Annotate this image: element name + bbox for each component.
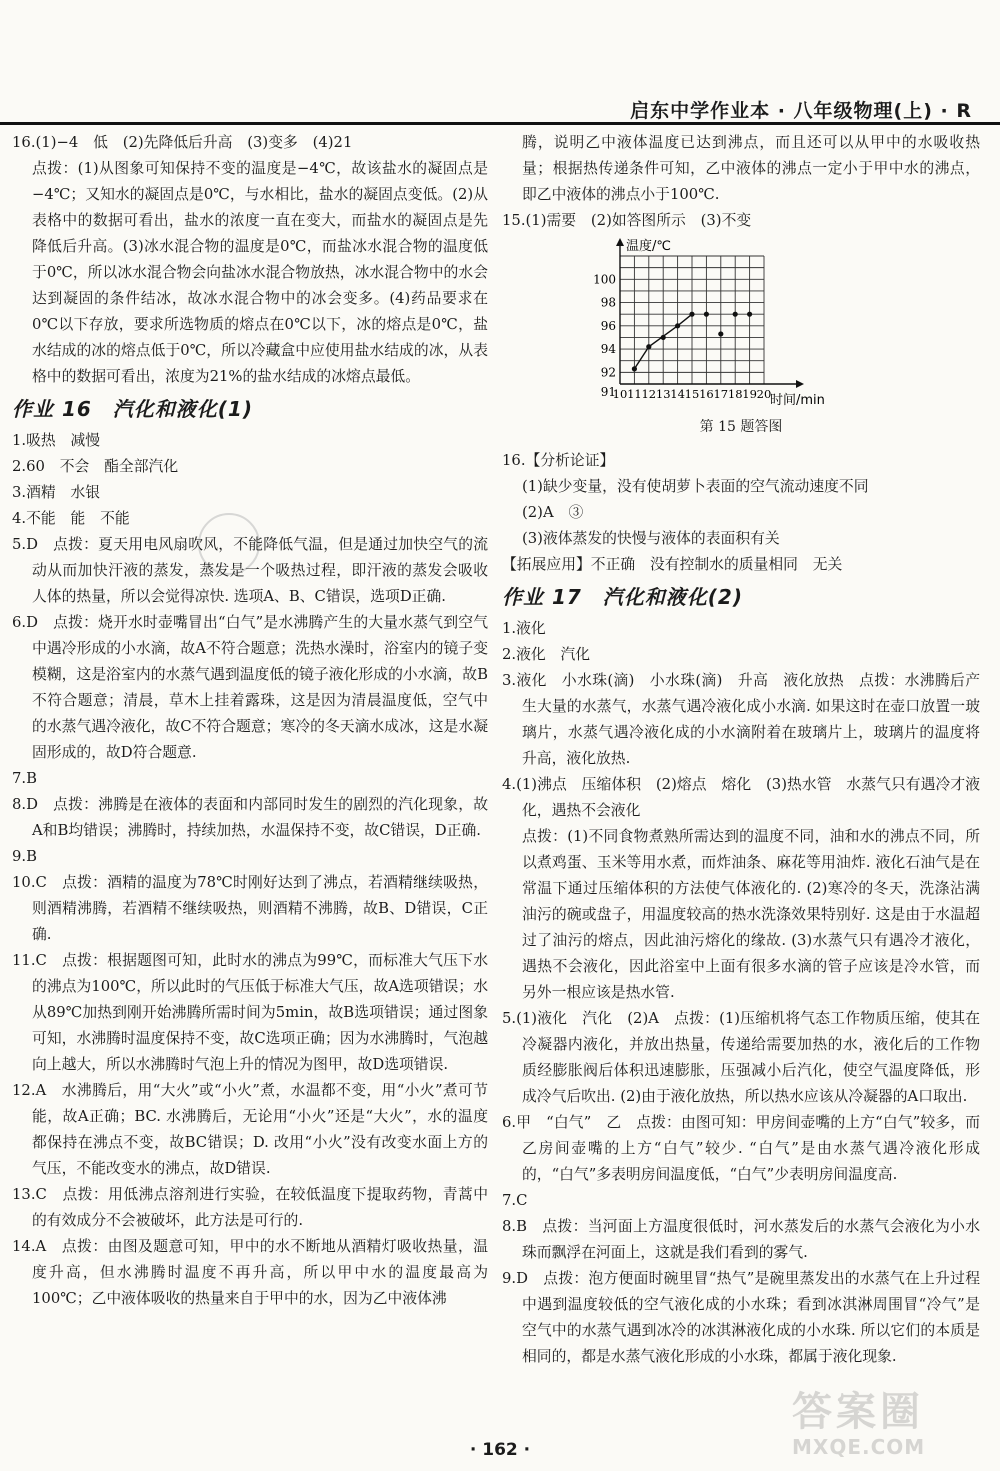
answer-paragraph: 3.酒精 水银 (12, 484, 101, 501)
x-tick-label: 13 (655, 387, 671, 401)
temperature-time-chart (502, 234, 980, 412)
answer-paragraph: 13.C 点拨：用低沸点溶剂进行实验，在较低温度下提取药物，青蒿中的有效成分不会被破坏，此方法是可行的. (12, 1186, 488, 1229)
watermark-url: MXQE.COM (792, 1435, 926, 1459)
x-axis-title: 时间/min (770, 393, 825, 408)
answer-paragraph: 7.B (12, 770, 37, 787)
header-rule (0, 122, 1000, 125)
data-point (718, 331, 723, 336)
answer-paragraph: 6.D 点拨：烧开水时壶嘴冒出“白气”是水沸腾产生的大量水蒸气到空气中遇冷形成的小水滴，故A不符合题意；洗热水澡时，浴室内的镜子变模糊，这是浴室内的水蒸气遇到温度低的镜子液化形成的小水滴，故B不符合题意；清晨，草木上挂着露珠，这是因为清晨温度低，空气中的水蒸气遇冷液化，故C不符合题意；寒冷的冬天滴水成冰，这是水凝固形成的，故D符合题意. (12, 614, 488, 761)
answer-paragraph: 【拓展应用】不正确 没有控制水的质量相同 无关 (502, 556, 843, 573)
right-bottom-text (502, 448, 980, 1370)
answer-paragraph: 8.D 点拨：沸腾是在液体的表面和内部同时发生的剧烈的汽化现象，故A和B均错误；沸腾时，持续加热，水温保持不变，故C错误，D正确. (12, 796, 488, 839)
answer-paragraph: 10.C 点拨：酒精的温度为78℃时刚好达到了沸点，若酒精继续吸热，则酒精沸腾，若酒精不继续吸热，则酒精不沸腾，故B、D错误，C正确. (12, 874, 488, 943)
left-column (12, 130, 488, 1312)
x-tick-label: 19 (742, 387, 757, 401)
y-tick-label: 98 (600, 295, 616, 310)
data-point (704, 312, 709, 317)
answer-paragraph: 14.A 点拨：由图及题意可知，甲中的水不断地从酒精灯吸收热量，温度升高，但水沸腾时温度不再升高，所以甲中水的温度最高为100℃；乙中液体吸收的热量来自于甲中的水，因为乙中液体沸 (12, 1238, 488, 1307)
section-heading: 作业 16 汽化和液化(1) (12, 397, 253, 421)
x-tick-label: 18 (727, 387, 743, 401)
answer-paragraph: 7.C (502, 1192, 528, 1209)
right-top-text (502, 130, 980, 234)
x-tick-label: 20 (756, 387, 772, 401)
answer-paragraph: 5.(1)液化 汽化 (2)A 点拨：(1)压缩机将气态工作物质压缩，使其在冷凝器内液化，并放出热量，传递给需要加热的水，液化后的工作物质经膨胀阀后体积迅速膨胀，压强减小后汽化，使空气温度降低，形成冷气后吹出. (2)由于液化放热，所以热水应该从冷凝器的A口取出. (502, 1010, 980, 1105)
data-point (646, 344, 651, 349)
y-axis-arrow (616, 238, 624, 246)
answer-paragraph: (3)液体蒸发的快慢与液体的表面积有关 (522, 530, 780, 547)
answer-paragraph: (2)A ③ (522, 504, 584, 521)
data-point (747, 312, 752, 317)
watermark-logo-text: 答案圈 (792, 1389, 924, 1435)
answer-paragraph: 8.B 点拨：当河面上方温度很低时，河水蒸发后的水蒸气会液化为小水珠而飘浮在河面上，这就是我们看到的雾气. (502, 1218, 980, 1261)
y-tick-label: 91 (600, 385, 616, 399)
answer-paragraph: 11.C 点拨：根据题图可知，此时水的沸点为99℃，而标准大气压下水的沸点为100℃，所以此时的气压低于标准大气压，故A选项错误；水从89℃加热到刚开始沸腾所需时间为5min，故B选项错误；通过图象可知，水沸腾时温度保持不变，故C选项正确；因为水沸腾时，气泡越向上越大，所以水沸腾时气泡上升的情况为图甲，故D选项错误. (12, 952, 488, 1073)
x-tick-label: 11 (627, 387, 642, 401)
data-point (632, 366, 637, 371)
y-tick-label: 96 (600, 318, 616, 333)
y-tick-label: 100 (593, 272, 616, 287)
page-header (0, 0, 1000, 128)
page-number: · 162 · (469, 1440, 531, 1460)
answer-paragraph: 12.A 水沸腾后，用“大火”或“小火”煮，水温都不变，用“小火”煮可节能，故A正确；BC. 水沸腾后，无论用“小火”还是“大火”，水的温度都保持在沸点不变，故BC错误；D. 改用“小火”没有改变水面上方的气压，不能改变水的沸点，故D错误. (12, 1082, 488, 1177)
answer-paragraph: 9.D 点拨：泡方便面时碗里冒“热气”是碗里蒸发出的水蒸气在上升过程中遇到温度较低的空气液化成的小水珠；看到冰淇淋周围冒“冷气”是空气中的水蒸气遇到冰冷的冰淇淋液化成的小水珠. 所以它们的本质是相同的，都是水蒸气液化形成的小水珠，都属于液化现象. (502, 1270, 980, 1365)
x-tick-label: 17 (713, 387, 729, 401)
answer-paragraph: 3.液化 小水珠(滴) 小水珠(滴) 升高 液化放热 点拨：水沸腾后产生大量的水蒸气，水蒸气遇冷液化成小水滴. 如果这时在壶口放置一玻璃片，水蒸气遇冷液化成的小水滴附着在玻璃片上，玻璃片的温度将升高，液化放热. (502, 672, 980, 767)
right-column (502, 130, 980, 1370)
figure-15 (502, 234, 980, 448)
answer-paragraph: 6.甲 “白气” 乙 点拨：由图可知：甲房间壶嘴的上方“白气”较多，而乙房间壶嘴的上方“白气”较少. “白气”是由水蒸气遇冷液化形成的，“白气”多表明房间温度低，“白气”少表明房间温度高. (502, 1114, 980, 1183)
answer-paragraph: 腾，说明乙中液体温度已达到沸点，而且还可以从甲中的水吸收热量；根据热传递条件可知，乙中液体的沸点一定小于甲中水的沸点，即乙中液体的沸点小于100℃. (522, 134, 980, 203)
answer-paragraph: 2.60 不会 酯全部汽化 (12, 458, 179, 475)
data-point (661, 335, 666, 340)
answer-paragraph: 1.吸热 减慢 (12, 432, 101, 449)
x-tick-label: 14 (670, 387, 685, 401)
answer-paragraph: 15.(1)需要 (2)如答图所示 (3)不变 (502, 212, 752, 229)
answer-paragraph: 16.(1)−4 低 (2)先降低后升高 (3)变多 (4)21 (12, 134, 353, 151)
answer-paragraph: 16.【分析论证】 (502, 452, 615, 469)
answer-paragraph: (1)缺少变量，没有使胡萝卜表面的空气流动速度不同 (522, 478, 869, 495)
section-heading: 作业 17 汽化和液化(2) (502, 585, 743, 609)
y-tick-label: 92 (600, 365, 616, 380)
answer-paragraph: 9.B (12, 848, 37, 865)
figure-caption: 第 15 题答图 (699, 419, 783, 435)
book-title: 启东中学作业本 · 八年级物理(上) · R (630, 100, 972, 122)
y-axis-title: 温度/℃ (626, 239, 671, 254)
x-tick-label: 16 (699, 387, 714, 401)
data-point (689, 312, 694, 317)
x-axis-arrow (796, 380, 804, 388)
x-tick-label: 15 (684, 387, 700, 401)
x-tick-label: 10 (612, 387, 628, 401)
site-watermark (792, 1388, 988, 1466)
x-tick-label: 12 (641, 387, 657, 401)
answer-paragraph: 点拨：(1)不同食物煮熟所需达到的温度不同，油和水的沸点不同，所以煮鸡蛋、玉米等用水煮，而炸油条、麻花等用油炸. 液化石油气是在常温下通过压缩体积的方法使气体液化的. (2)寒冷的冬天，洗涤沾满油污的碗或盘子，用温度较高的热水洗涤效果特别好. 这是由于水温超过了油污的熔点，因此油污熔化的缘故. (3)水蒸气只有遇冷才液化，遇热不会液化，因此浴室中上面有很多水滴的管子应该是冷水管，而另外一根应该是热水管. (522, 828, 980, 1001)
data-point (733, 312, 738, 317)
answer-paragraph: 点拨：(1)从图象可知保持不变的温度是−4℃，故该盐水的凝固点是−4℃；又知水的凝固点是0℃，与水相比，盐水的凝固点变低。(2)从表格中的数据可看出，盐水的浓度一直在变大，而盐水的凝固点是先降低后升高。(3)冰水混合物的温度是0℃，而盐冰水混合物的温度低于0℃，所以冰水混合物会向盐冰水混合物放热，冰水混合物中的水会达到凝固的条件结冰，故冰水混合物中的冰会变多。(4)药品要求在0℃以下存放，要求所选物质的熔点在0℃以下，冰的熔点是0℃，盐水结成的冰的熔点低于0℃，所以冷藏盒中应使用盐水结成的冰，从表格中的数据可看出，浓度为21%的盐水结成的冰熔点最低。 (32, 160, 488, 385)
answer-paragraph: 4.(1)沸点 压缩体积 (2)熔点 熔化 (3)热水管 水蒸气只有遇冷才液化，遇热不会液化 (502, 776, 980, 819)
data-point (675, 323, 680, 328)
answer-paragraph: 2.液化 汽化 (502, 646, 591, 663)
answer-paragraph: 4.不能 能 不能 (12, 510, 130, 527)
answer-paragraph: 1.液化 (502, 620, 546, 637)
answer-paragraph: 5.D 点拨：夏天用电风扇吹风，不能降低气温，但是通过加快空气的流动从而加快汗液的蒸发，蒸发是一个吸热过程，即汗液的蒸发会吸收人体的热量，所以会觉得凉快. 选项A、B、C错误，选项D正确. (12, 536, 488, 605)
y-tick-label: 94 (600, 342, 616, 357)
